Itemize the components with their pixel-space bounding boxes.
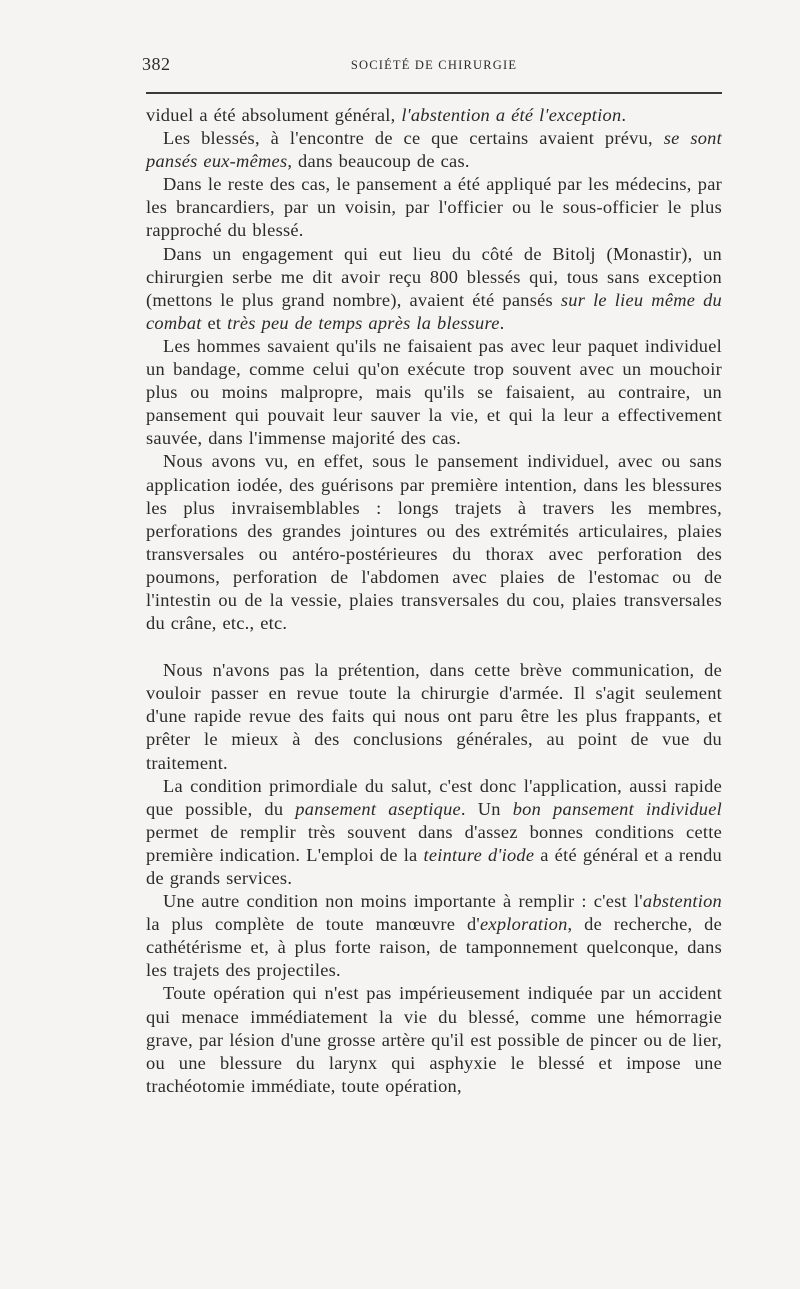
- paragraph: Dans le reste des cas, le pansement a été appliqué par les médecins, par les brancardiers, par un voisin, par l'officier ou le sous-officier le plus rapproché du blessé.: [146, 174, 722, 241]
- paragraph: Dans un engagement qui eut lieu du côté de Bitolj (Monastir), un chirurgien serbe me dit avoir reçu 800 blessés qui, tous sans exception (mettons le plus grand nombre), avaient été pansés sur le lieu même du combat et très peu de temps après la blessure.: [146, 243, 723, 333]
- running-title: SOCIÉTÉ DE CHIRURGIE: [350, 58, 518, 72]
- running-head: [142, 50, 722, 78]
- paragraph: La condition primordiale du salut, c'est donc l'application, aussi rapide que possible, du pansement aseptique. Un bon pansement individuel permet de remplir très souvent dans d'assez bonnes conditions cette première indication. L'emploi de la teinture d'iode a été général et a rendu de grands services.: [146, 775, 723, 888]
- paragraph: Une autre condition non moins importante à remplir : c'est l'abstention la plus complète de toute manœuvre d'exploration, de recherche, de cathétérisme et, à plus forte raison, de tamponnement quelconque, dans les trajets des projectiles.: [146, 891, 722, 981]
- book-page: [142, 50, 723, 1098]
- paragraph: Toute opération qui n'est pas impérieusement indiquée par un accident qui menace immédiatement la vie du blessé, comme une hémorragie grave, par lésion d'une grosse artère qu'il est possible de pincer ou de lier, ou une blessure du larynx qui asphyxie le blessé et impose une trachéotomie immédiate, toute opération,: [146, 983, 722, 1096]
- header-rule: [146, 92, 722, 94]
- paragraph: Les hommes savaient qu'ils ne faisaient pas avec leur paquet individuel un bandage, comme celui qu'on exécute trop souvent avec un mouchoir plus ou moins malpropre, mais qu'ils se faisaient, au contraire, un pansement qui pouvait leur sauver la vie, et qui la leur a effectivement sauvée, dans l'immense majorité des cas.: [146, 335, 722, 449]
- page-number: 382: [142, 54, 171, 74]
- body-text: [146, 104, 722, 1098]
- paragraph: Nous n'avons pas la prétention, dans cette brève communication, de vouloir passer en revue toute la chirurgie d'armée. Il s'agit seulement d'une rapide revue des faits qui nous ont paru être les plus frappants, et prêter le mieux à des conclusions générales, au point de vue du traitement.: [146, 660, 722, 773]
- paragraph: Les blessés, à l'encontre de ce que certains avaient prévu, se sont pansés eux-mêmes, dans beaucoup de cas.: [146, 128, 722, 172]
- paragraph: Nous avons vu, en effet, sous le pansement individuel, avec ou sans application iodée, des guérisons par première intention, dans les blessures les plus invraisemblables : longs trajets à travers les membres, perforations des grandes jointures ou des extrémités articulaires, plaies transversales ou antéro-postérieures du thorax avec perforation des poumons, perforation de l'abdomen avec plaies de l'estomac ou de l'intestin ou de la vessie, plaies transversales du cou, plaies transversales du crâne, etc., etc.: [146, 451, 722, 634]
- paragraph: viduel a été absolument général, l'abstention a été l'exception.: [146, 105, 627, 125]
